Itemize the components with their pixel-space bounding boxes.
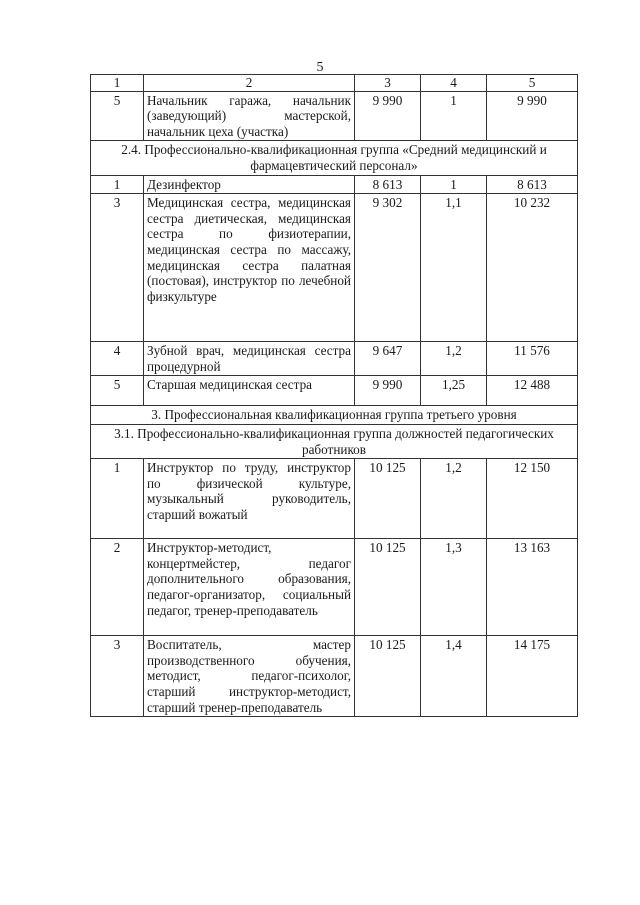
- section-row: [91, 141, 578, 175]
- base-salary: 9 990: [355, 91, 421, 141]
- position-name: Дезинфектор: [144, 175, 355, 194]
- position-name: Инструктор-методист, концертмейстер, педагог дополнительного образования, педагог-организатор, социальный педагог, тренер-преподаватель: [144, 539, 355, 636]
- base-salary: 10 125: [355, 636, 421, 717]
- row-number: 4: [91, 342, 144, 376]
- total-salary: 9 990: [487, 91, 578, 141]
- total-salary: 13 163: [487, 539, 578, 636]
- section-row: [91, 406, 578, 425]
- header-cell: 1: [91, 75, 144, 92]
- total-salary: 8 613: [487, 175, 578, 194]
- table-row: [91, 376, 578, 406]
- row-number: 1: [91, 459, 144, 539]
- section-row: [91, 424, 578, 458]
- position-name: Зубной врач, медицинская сестра процедурной: [144, 342, 355, 376]
- coefficient: 1: [421, 91, 487, 141]
- coefficient: 1,4: [421, 636, 487, 717]
- table-row: [91, 194, 578, 342]
- table-header-row: [91, 75, 578, 92]
- coefficient: 1: [421, 175, 487, 194]
- table-row: [91, 459, 578, 539]
- total-salary: 12 488: [487, 376, 578, 406]
- total-salary: 11 576: [487, 342, 578, 376]
- coefficient: 1,2: [421, 459, 487, 539]
- position-name: Воспитатель, мастер производственного обучения, методист, педагог-психолог, старший инструктор-методист, старший тренер-преподаватель: [144, 636, 355, 717]
- base-salary: 9 647: [355, 342, 421, 376]
- table-row: [91, 342, 578, 376]
- total-salary: 14 175: [487, 636, 578, 717]
- row-number: 1: [91, 175, 144, 194]
- base-salary: 10 125: [355, 539, 421, 636]
- table-row: [91, 91, 578, 141]
- row-number: 5: [91, 376, 144, 406]
- header-cell: 5: [487, 75, 578, 92]
- section-heading: 2.4. Профессионально-квалификационная группа «Средний медицинский и фармацевтический персонал»: [91, 141, 578, 175]
- position-name: Старшая медицинская сестра: [144, 376, 355, 406]
- salary-table: [90, 74, 578, 717]
- table-row: [91, 175, 578, 194]
- coefficient: 1,1: [421, 194, 487, 342]
- base-salary: 9 990: [355, 376, 421, 406]
- base-salary: 9 302: [355, 194, 421, 342]
- header-cell: 3: [355, 75, 421, 92]
- total-salary: 12 150: [487, 459, 578, 539]
- page-number: 5: [316, 60, 324, 75]
- header-cell: 2: [144, 75, 355, 92]
- base-salary: 10 125: [355, 459, 421, 539]
- coefficient: 1,2: [421, 342, 487, 376]
- table-row: [91, 636, 578, 717]
- base-salary: 8 613: [355, 175, 421, 194]
- section-heading: 3. Профессиональная квалификационная группа третьего уровня: [91, 406, 578, 425]
- total-salary: 10 232: [487, 194, 578, 342]
- coefficient: 1,25: [421, 376, 487, 406]
- row-number: 3: [91, 636, 144, 717]
- row-number: 5: [91, 91, 144, 141]
- position-name: Начальник гаража, начальник (заведующий) мастерской, начальник цеха (участка): [144, 91, 355, 141]
- table-row: [91, 539, 578, 636]
- row-number: 3: [91, 194, 144, 342]
- position-name: Медицинская сестра, медицинская сестра диетическая, медицинская сестра по физиотерапии, медицинская сестра по массажу, медицинская сестра палатная (постовая), инструктор по лечебной физкультуре: [144, 194, 355, 342]
- row-number: 2: [91, 539, 144, 636]
- coefficient: 1,3: [421, 539, 487, 636]
- header-cell: 4: [421, 75, 487, 92]
- position-name: Инструктор по труду, инструктор по физической культуре, музыкальный руководитель, старший вожатый: [144, 459, 355, 539]
- section-heading: 3.1. Профессионально-квалификационная группа должностей педагогических работников: [91, 424, 578, 458]
